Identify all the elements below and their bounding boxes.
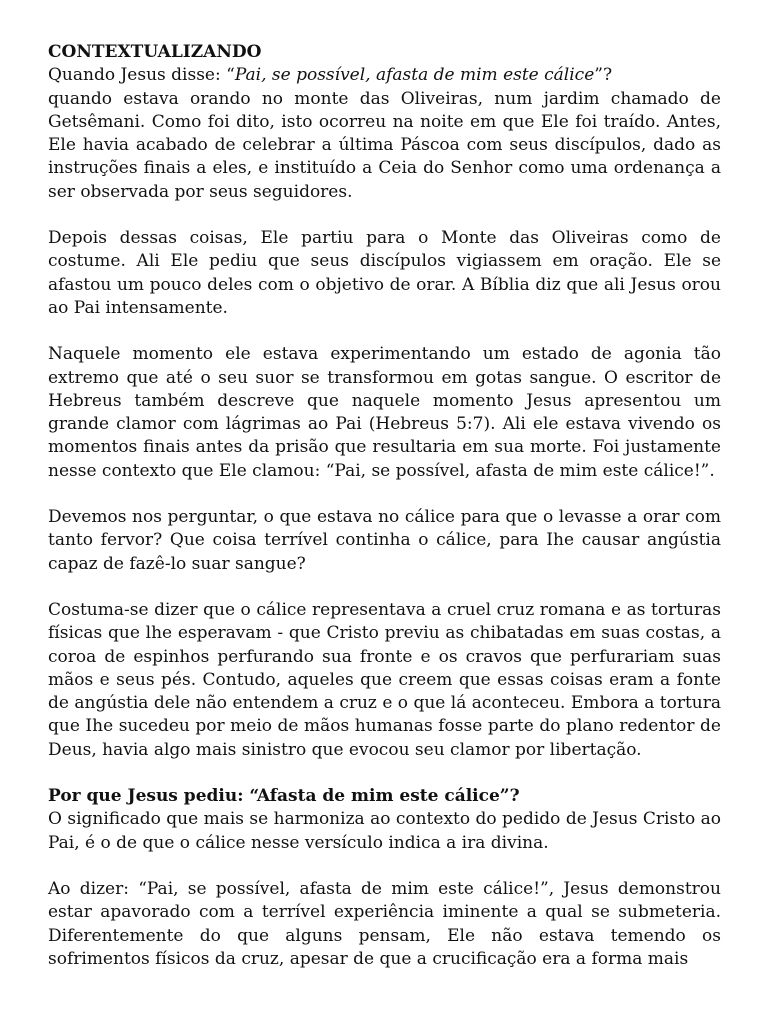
opening-line-quote: Pai, se possível, afasta de mim este cálice	[234, 65, 595, 86]
section-title-por-que: Por que Jesus pediu: “Afasta de mim este cálice”?	[48, 786, 520, 807]
document-page	[48, 41, 721, 994]
paragraph-1: quando estava orando no monte das Oliveiras, num jardim chamado de Getsêmani. Como foi dito, isto ocorreu na noite em que Ele foi traído. Antes, Ele havia acabado de celebrar a última Páscoa com seus discípulos, dado as instruções finais a eles, e instituído a Ceia do Senhor como uma ordenança a ser observada por seus seguidores.	[48, 88, 721, 202]
paragraph-5: Costuma-se dizer que o cálice representava a cruel cruz romana e as torturas físicas que lhe esperavam - que Cristo previu as chibatadas em suas costas, a coroa de espinhos perfurando sua fronte e os cravos que perfurariam suas mãos e seus pés. Contudo, aqueles que creem que essas coisas eram a fonte de angústia dele não entendem a cruz e o que lá aconteceu. Embora a tortura que Ihe sucedeu por meio de mãos humanas fosse parte do plano redentor de Deus, havia algo mais sinistro que evocou seu clamor por libertação.	[48, 599, 721, 760]
paragraph-7: Ao dizer: “Pai, se possível, afasta de mim este cálice!”, Jesus demonstrou estar apavorado com a terrível experiência iminente a qual se submeteria. Diferentemente do que alguns pensam, Ele não estava temendo os sofrimentos físicos da cruz, apesar de que a crucificação era a forma mais	[48, 878, 721, 969]
opening-line-suffix: ”?	[594, 65, 613, 86]
paragraph-2: Depois dessas coisas, Ele partiu para o Monte das Oliveiras como de costume. Ali Ele pediu que seus discípulos vigiassem em oração. Ele se afastou um pouco deles com o objetivo de orar. A Bíblia diz que ali Jesus orou ao Pai intensamente.	[48, 228, 721, 318]
section-title-contextualizando: CONTEXTUALIZANDO	[48, 42, 262, 62]
opening-line-prefix: Quando Jesus disse: “	[48, 65, 235, 86]
paragraph-3: Naquele momento ele estava experimentando um estado de agonia tão extremo que até o seu suor se transformou em gotas sangue. O escritor de Hebreus também descreve que naquele momento Jesus apresentou um grande clamor com lágrimas ao Pai (Hebreus 5:7). Ali ele estava vivendo os momentos finais antes da prisão que resultaria em sua morte. Foi justamente nesse contexto que Ele clamou: “Pai, se possível, afasta de mim este cálice!”.	[48, 344, 721, 481]
paragraph-6: O significado que mais se harmoniza ao contexto do pedido de Jesus Cristo ao Pai, é o de que o cálice nesse versículo indica a ira divina.	[48, 809, 721, 853]
opening-line	[48, 64, 721, 87]
paragraph-4: Devemos nos perguntar, o que estava no cálice para que o levasse a orar com tanto fervor? Que coisa terrível continha o cálice, para Ihe causar angústia capaz de fazê-lo suar sangue?	[48, 507, 721, 574]
